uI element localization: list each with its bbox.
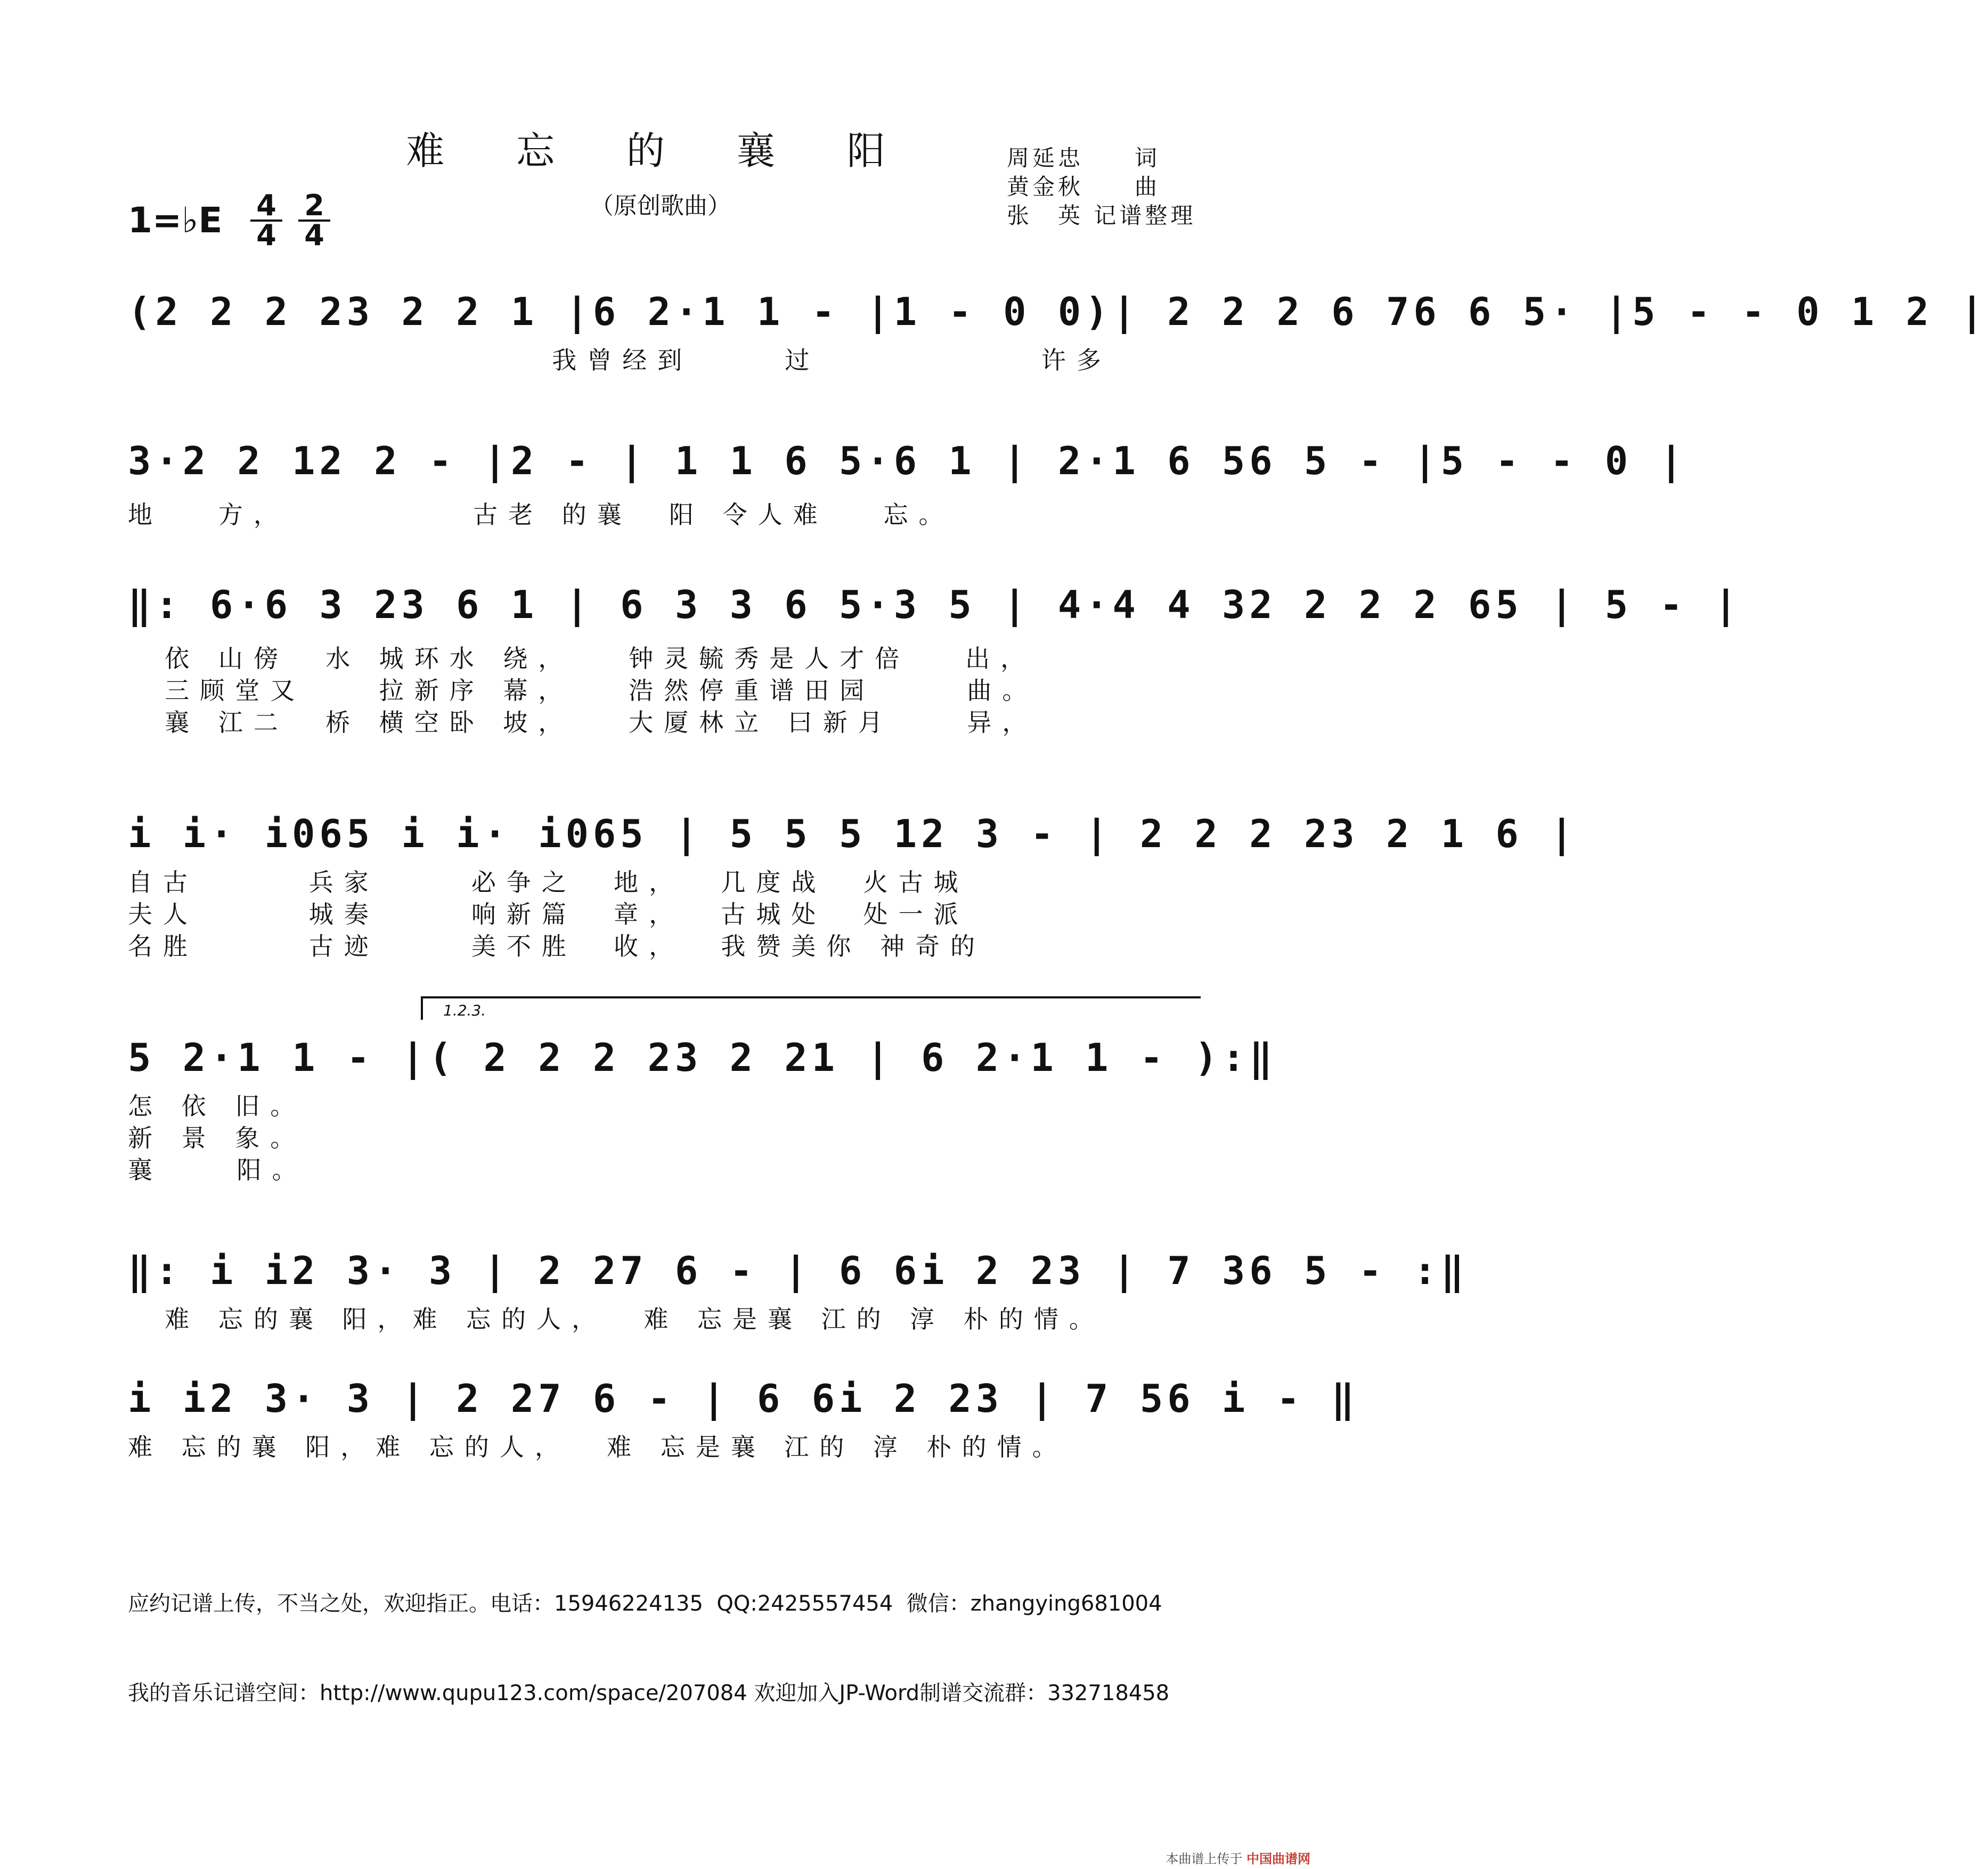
notation: ‖: 6·6 3 23 6 1 | 6 3 3 6 5·3 5 | 4·4 4 32 2 2 2 65 | 5 - | [128, 582, 1742, 627]
footer-line-1: 应约记谱上传，不当之处，欢迎指正。电话：15946224135 QQ:2425557454 微信：zhangying681004 [128, 1591, 1162, 1616]
lyric-verse-2: 新 景 象。 [128, 1124, 306, 1152]
lyric-verse-1: 难 忘的襄 阳，难 忘的人， 难 忘是襄 江的 淳 朴的情。 [128, 1305, 1104, 1334]
volta-label: 1.2.3. [443, 1002, 486, 1019]
time-signature-4-4 [250, 189, 282, 252]
time-signature-2-4 [298, 189, 330, 252]
lyric-verse-1: 怎 依 旧。 [128, 1092, 306, 1120]
notation: ‖: i i2 3· 3 | 2 27 6 - | 6 6i 2 23 | 7 36 5 - :‖ [128, 1248, 1469, 1293]
song-title: 难 忘 的 襄 阳 [406, 128, 915, 173]
volta-bracket [421, 996, 1201, 1020]
notation: (2 2 2 23 2 2 1 |6 2·1 1 - |1 - 0 0)| 2 2 2 6 76 6 5· |5 - - 0 1 2 | [128, 289, 1988, 334]
lyric-verse-1: 我曾经到 过 许多 [128, 346, 1112, 375]
watermark-text: 本曲谱上传于 [1166, 1851, 1243, 1866]
notation: i i· i065 i i· i065 | 5 5 5 12 3 - | 2 2 2 23 2 1 6 | [128, 811, 1578, 856]
footer-line-2: 我的音乐记谱空间：http://www.qupu123.com/space/207084 欢迎加入JP-Word制谱交流群：332718458 [128, 1681, 1170, 1705]
notation: 5 2·1 1 - |( 2 2 2 23 2 21 | 6 2·1 1 - ):‖ [128, 1035, 1277, 1080]
lyric-verse-1: 地 方， 古老 的襄 阳 令人难 忘。 [128, 500, 954, 529]
lyricist-credit: 周延忠 词 [1007, 145, 1161, 171]
lyric-verse-3: 襄 江二 桥 横空卧 坡， 大厦林立 曰新月 异， [128, 708, 1038, 737]
lyric-verse-3: 名胜 古迹 美不胜 收， 我赞美你 神奇的 [128, 932, 985, 961]
composer-credit: 黄金秋 曲 [1007, 174, 1161, 200]
time-numerator: 2 [298, 192, 330, 222]
time-denominator: 4 [256, 218, 276, 252]
lyric-verse-2: 夫人 城奏 响新篇 章， 古城处 处一派 [128, 900, 969, 929]
notation: i i2 3· 3 | 2 27 6 - | 6 6i 2 23 | 7 56 i - ‖ [128, 1376, 1359, 1421]
lyric-verse-1: 难 忘的襄 阳，难 忘的人， 难 忘是襄 江的 淳 朴的情。 [128, 1433, 1068, 1461]
lyric-verse-1: 依 山傍 水 城环水 绕， 钟灵毓秀是人才倍 出， [128, 644, 1036, 673]
time-numerator: 4 [250, 192, 282, 222]
lyric-verse-2: 三顾堂又 拉新序 幕， 浩然停重谱田园 曲。 [128, 676, 1038, 705]
key-signature: 1=♭E [128, 200, 223, 241]
credits [1007, 144, 1196, 230]
song-subtitle: （原创歌曲） [590, 192, 731, 220]
watermark-brand: 中国曲谱网 [1246, 1851, 1310, 1866]
arranger-credit: 张 英 记谱整理 [1007, 202, 1196, 229]
notation: 3·2 2 12 2 - |2 - | 1 1 6 5·6 1 | 2·1 6 56 5 - |5 - - 0 | [128, 438, 1687, 483]
watermark [1166, 1848, 1310, 1867]
lyric-verse-3: 襄 阳。 [128, 1156, 307, 1184]
time-denominator: 4 [304, 218, 324, 252]
lyric-verse-1: 自古 兵家 必争之 地， 几度战 火古城 [128, 868, 969, 897]
footer-notes [128, 1529, 1169, 1738]
